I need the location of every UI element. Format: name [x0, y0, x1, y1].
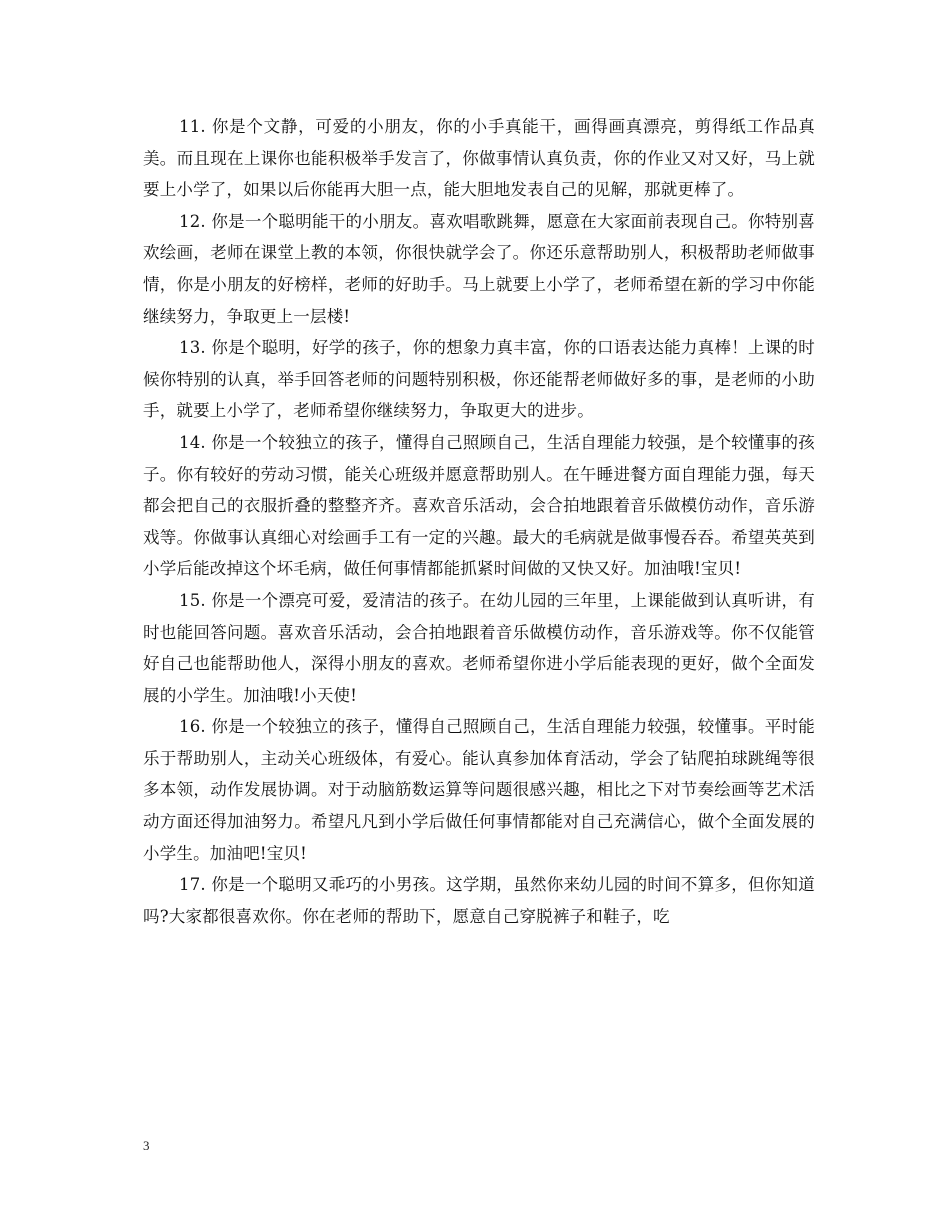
paragraph-15: 15. 你是一个漂亮可爱，爱清洁的孩子。在幼儿园的三年里，上课能做到认真听讲，有时也能回答问题。喜欢音乐活动，会合拍地跟着音乐做模仿动作，音乐游戏等。你不仅能管好自己也能帮助他人，深得小朋友的喜欢。老师希望你进小学后能表现的更好，做个全面发展的小学生。加油哦!小天使! [143, 590, 815, 705]
paragraph-13: 13. 你是个聪明，好学的孩子，你的想象力真丰富，你的口语表达能力真棒！上课的时候你特别的认真，举手回答老师的问题特别积极，你还能帮老师做好多的事，是老师的小助手，就要上小学了，老师希望你继续努力，争取更大的进步。 [143, 338, 815, 421]
document-body [143, 111, 815, 932]
paragraph-14: 14. 你是一个较独立的孩子，懂得自己照顾自己，生活自理能力较强，是个较懂事的孩子。你有较好的劳动习惯，能关心班级并愿意帮助别人。在午睡进餐方面自理能力强，每天都会把自己的衣服折叠的整整齐齐。喜欢音乐活动，会合拍地跟着音乐做模仿动作，音乐游戏等。你做事认真细心对绘画手工有一定的兴趣。最大的毛病就是做事慢吞吞。希望英英到小学后能改掉这个坏毛病，做任何事情都能抓紧时间做的又快又好。加油哦!宝贝! [143, 432, 815, 579]
page-number: 3 [143, 1138, 150, 1153]
paragraph-17: 17. 你是一个聪明又乖巧的小男孩。这学期，虽然你来幼儿园的时间不算多，但你知道吗?大家都很喜欢你。你在老师的帮助下，愿意自己穿脱裤子和鞋子，吃 [143, 875, 815, 926]
paragraph-12: 12. 你是一个聪明能干的小朋友。喜欢唱歌跳舞，愿意在大家面前表现自己。你特别喜欢绘画，老师在课堂上教的本领，你很快就学会了。你还乐意帮助别人，积极帮助老师做事情，你是小朋友的好榜样，老师的好助手。马上就要上小学了，老师希望在新的学习中你能继续努力，争取更上一层楼! [143, 211, 815, 326]
paragraph-16: 16. 你是一个较独立的孩子，懂得自己照顾自己，生活自理能力较强，较懂事。平时能乐于帮助别人，主动关心班级体，有爱心。能认真参加体育活动，学会了钻爬拍球跳绳等很多本领，动作发展协调。对于动脑筋数运算等问题很感兴趣，相比之下对节奏绘画等艺术活动方面还得加油努力。希望凡凡到小学后做任何事情都能对自己充满信心，做个全面发展的小学生。加油吧!宝贝! [143, 717, 815, 863]
paragraph-11: 11. 你是个文静，可爱的小朋友，你的小手真能干，画得画真漂亮，剪得纸工作品真美。而且现在上课你也能积极举手发言了，你做事情认真负责，你的作业又对又好，马上就要上小学了，如果以后你能再大胆一点，能大胆地发表自己的见解，那就更棒了。 [143, 117, 815, 200]
